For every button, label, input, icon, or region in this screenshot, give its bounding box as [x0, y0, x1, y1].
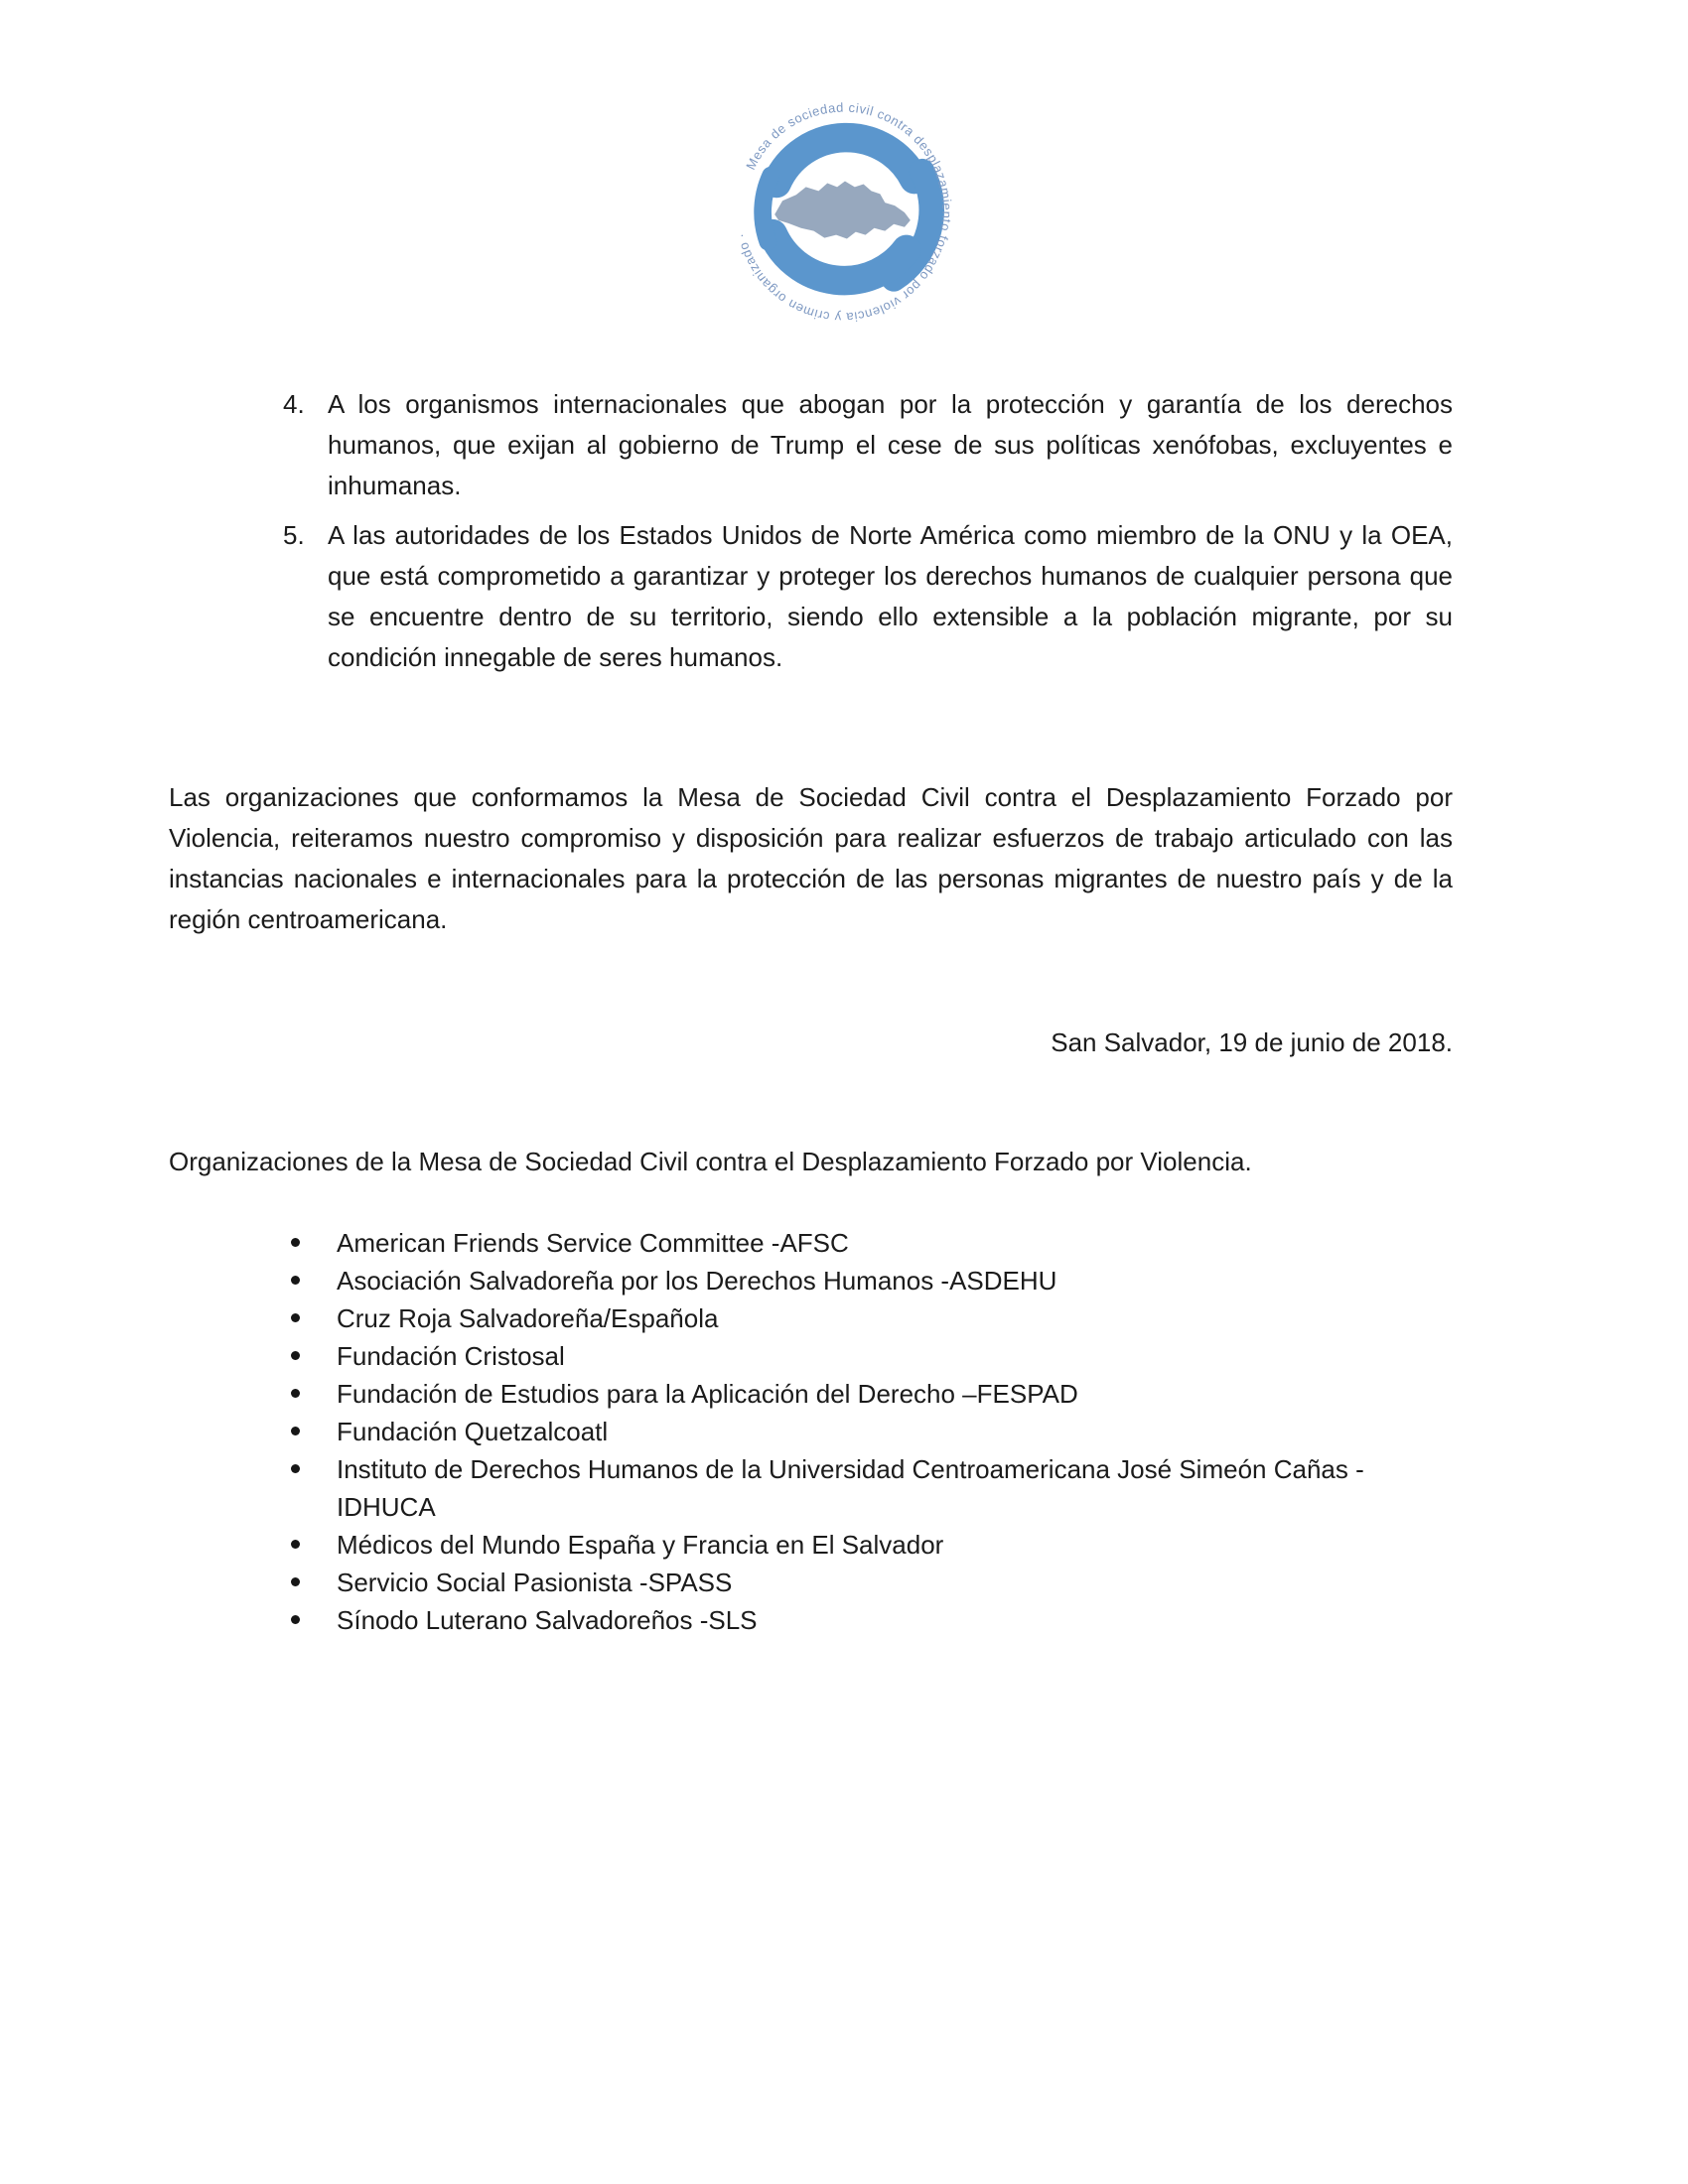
- bullet-icon: [291, 1299, 337, 1337]
- list-item: [291, 1450, 1453, 1526]
- numbered-list: [283, 384, 1453, 687]
- bullet-icon: [291, 1337, 337, 1375]
- globe-top-swoosh: [776, 138, 914, 184]
- organization-name: Servicio Social Pasionista -SPASS: [337, 1568, 733, 1597]
- bullet-icon: [291, 1224, 337, 1262]
- list-number: 4.: [283, 389, 305, 419]
- list-item: [291, 1299, 1453, 1337]
- organization-name: Instituto de Derechos Humanos de la Universidad Centroamericana José Simeón Cañas - IDHUCA: [337, 1454, 1364, 1522]
- bullet-icon: [291, 1601, 337, 1639]
- organization-logo: [726, 95, 960, 330]
- numbered-item-5: [283, 515, 1453, 678]
- bullet-icon: [291, 1450, 337, 1526]
- list-item: [291, 1375, 1453, 1413]
- list-item: [291, 1262, 1453, 1299]
- el-salvador-map-icon: [774, 182, 911, 239]
- organization-name: Médicos del Mundo España y Francia en El Salvador: [337, 1530, 944, 1560]
- organization-name: American Friends Service Committee -AFSC: [337, 1228, 849, 1258]
- list-item: [291, 1413, 1453, 1450]
- globe-left-swoosh: [763, 176, 771, 242]
- organization-name: Fundación de Estudios para la Aplicación del Derecho –FESPAD: [337, 1379, 1078, 1409]
- list-item: [291, 1564, 1453, 1601]
- bullet-icon: [291, 1526, 337, 1564]
- numbered-item-4: [283, 384, 1453, 506]
- organization-name: Fundación Quetzalcoatl: [337, 1417, 609, 1446]
- bullet-icon: [291, 1375, 337, 1413]
- bullet-icon: [291, 1262, 337, 1299]
- list-item: [291, 1601, 1453, 1639]
- closing-paragraph: Las organizaciones que conformamos la Mesa de Sociedad Civil contra el Desplazamiento Forzado por Violencia, reiteramos nuestro compromiso y disposición para realizar esfuerzos de trabajo articulado con las instancias nacionales e internacionales para la protección de las personas migrantes de nuestro país y de la región centroamericana.: [169, 782, 1453, 934]
- list-item: [291, 1526, 1453, 1564]
- organizations-heading: Organizaciones de la Mesa de Sociedad Civil contra el Desplazamiento Forzado por Violencia.: [169, 1147, 1252, 1176]
- list-number: 5.: [283, 520, 305, 550]
- bullet-icon: [291, 1564, 337, 1601]
- dateline: San Salvador, 19 de junio de 2018.: [1051, 1027, 1453, 1057]
- globe-logo-icon: [726, 95, 960, 330]
- list-item-text: A los organismos internacionales que abogan por la protección y garantía de los derechos humanos, que exijan al gobierno de Trump el cese de sus políticas xenófobas, excluyentes e inhumanas.: [328, 389, 1453, 500]
- list-item: [291, 1337, 1453, 1375]
- organizations-list: [291, 1224, 1453, 1639]
- globe-bottom-swoosh: [773, 234, 907, 281]
- organization-name: Asociación Salvadoreña por los Derechos Humanos -ASDEHU: [337, 1266, 1057, 1296]
- logo-ring-text: Mesa de sociedad civil contra desplazamiento forzado por violencia y crimen organizado ·: [733, 99, 955, 326]
- list-item-text: A las autoridades de los Estados Unidos de Norte América como miembro de la ONU y la OEA, que está comprometido a garantizar y proteger los derechos humanos de cualquier persona que se encuentre dentro de su territorio, siendo ello extensible a la población migrante, por su condición innegable de seres humanos.: [328, 520, 1453, 672]
- organization-name: Sínodo Luterano Salvadoreños -SLS: [337, 1605, 758, 1635]
- organization-name: Fundación Cristosal: [337, 1341, 565, 1371]
- list-item: [291, 1224, 1453, 1262]
- bullet-icon: [291, 1413, 337, 1450]
- organization-name: Cruz Roja Salvadoreña/Española: [337, 1303, 719, 1333]
